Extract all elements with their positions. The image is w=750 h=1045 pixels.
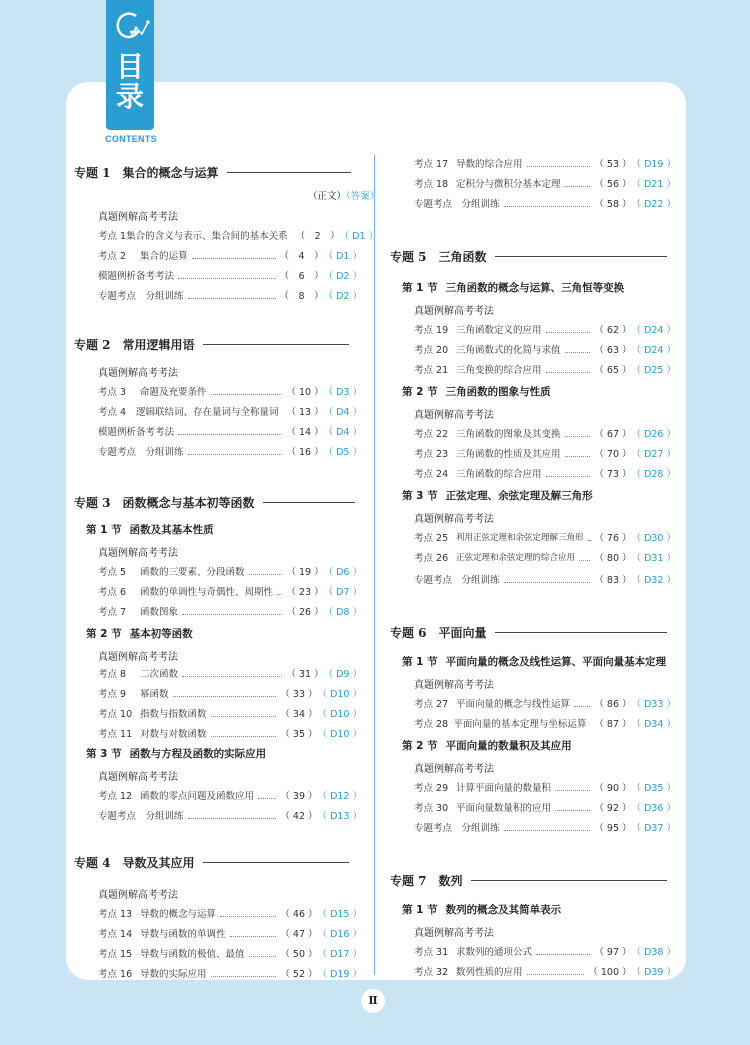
topic-3-heading[interactable]: 专题 3 函数概念与基本初等函数 [74, 494, 362, 511]
column-divider [374, 155, 375, 975]
toc-entry[interactable]: 专题考点 分组训练 （ 8 ） （ D2 ） [98, 291, 362, 302]
topic-1-heading[interactable]: 专题 1 集合的概念与运算 [74, 164, 362, 181]
section-heading[interactable]: 第 1 节 三角函数的概念与运算、三角恒等变换 [402, 282, 625, 294]
toc-entry[interactable]: 考点 15 导数与函数的极值、最值 （ 50 ） （ D17 ） [98, 949, 362, 960]
toc-entry[interactable]: 考点 2 集合的运算 （ 4 ） （ D1 ） [98, 251, 362, 262]
column-note: （正文）（答案） [308, 191, 380, 202]
toc-entry[interactable]: 专题考点 分组训练 （ 83 ） （ D32 ） [414, 575, 676, 586]
toc-entry[interactable]: 考点 12 函数的零点问题及函数应用 （ 39 ） （ D12 ） [98, 791, 362, 802]
toc-entry[interactable]: 考点 13 导数的概念与运算 （ 46 ） （ D15 ） [98, 909, 362, 920]
page-number: Ⅱ [361, 989, 385, 1013]
subsection-label: 真题例解高考考法 [98, 772, 178, 783]
subsection-label: 真题例解高考考法 [414, 680, 494, 691]
subsection-label: 真题例解高考考法 [414, 764, 494, 775]
subsection-label: 真题例解高考考法 [98, 212, 178, 223]
toc-entry[interactable]: 考点 9 幂函数 （ 33 ） （ D10 ） [98, 689, 362, 700]
toc-entry[interactable]: 考点 17 导数的综合应用 （ 53 ） （ D19 ） [414, 159, 676, 170]
toc-entry[interactable]: 考点 21 三角变换的综合应用 （ 65 ） （ D25 ） [414, 365, 676, 376]
toc-entry[interactable]: 考点 22 三角函数的图象及其变换 （ 67 ） （ D26 ） [414, 429, 676, 440]
toc-entry[interactable]: 考点 10 指数与指数函数 （ 34 ） （ D10 ） [98, 709, 362, 720]
topic-2-heading[interactable]: 专题 2 常用逻辑用语 [74, 336, 362, 353]
toc-entry[interactable]: 考点 26 正弦定理和余弦定理的综合应用 （ 80 ） （ D31 ） [414, 553, 676, 564]
toc-entry[interactable]: 模题例析备考考法 （ 6 ） （ D2 ） [98, 271, 362, 282]
topic-7-heading[interactable]: 专题 7 数列 [390, 872, 676, 889]
toc-entry[interactable]: 考点 27 平面向量的概念与线性运算 （ 86 ） （ D33 ） [414, 699, 676, 710]
section-heading[interactable]: 第 2 节 基本初等函数 [86, 628, 193, 640]
contents-label: CONTENTS [105, 134, 157, 144]
toc-entry[interactable]: 考点 3 命题及充要条件 （ 10 ） （ D3 ） [98, 387, 362, 398]
toc-entry[interactable]: 考点 5 函数的三要素、分段函数 （ 19 ） （ D6 ） [98, 567, 362, 578]
subsection-label: 真题例解高考考法 [98, 368, 178, 379]
subsection-label: 真题例解高考考法 [98, 890, 178, 901]
toc-entry[interactable]: 考点 19 三角函数定义的应用 （ 62 ） （ D24 ） [414, 325, 676, 336]
section-heading[interactable]: 第 1 节 函数及其基本性质 [86, 524, 214, 536]
section-heading[interactable]: 第 2 节 平面向量的数量积及其应用 [402, 740, 572, 752]
g-logo-icon [110, 8, 150, 48]
toc-entry[interactable]: 专题考点 分组训练 （ 42 ） （ D13 ） [98, 811, 362, 822]
toc-entry[interactable]: 考点 28 平面向量的基本定理与坐标运算 （ 87 ） （ D34 ） [414, 719, 676, 730]
subsection-label: 真题例解高考考法 [414, 306, 494, 317]
toc-entry[interactable]: 考点 32 数列性质的应用 （ 100 ） （ D39 ） [414, 967, 676, 978]
topic-4-heading[interactable]: 专题 4 导数及其应用 [74, 854, 362, 871]
subsection-label: 真题例解高考考法 [98, 652, 178, 663]
toc-entry[interactable]: 考点 25 利用正弦定理和余弦定理解三角形 （ 76 ） （ D30 ） [414, 533, 676, 544]
toc-entry[interactable]: 考点 11 对数与对数函数 （ 35 ） （ D10 ） [98, 729, 362, 740]
toc-entry[interactable]: 考点 18 定积分与微积分基本定理 （ 56 ） （ D21 ） [414, 179, 676, 190]
toc-entry[interactable]: 考点 16 导数的实际应用 （ 52 ） （ D19 ） [98, 969, 362, 980]
toc-entry[interactable]: 考点 14 导数与函数的单调性 （ 47 ） （ D16 ） [98, 929, 362, 940]
subsection-label: 真题例解高考考法 [98, 548, 178, 559]
toc-entry[interactable]: 专题考点 分组训练 （ 95 ） （ D37 ） [414, 823, 676, 834]
toc-entry[interactable]: 考点 8 二次函数 （ 31 ） （ D9 ） [98, 669, 362, 680]
toc-entry[interactable]: 考点 6 函数的单调性与奇偶性、周期性 （ 23 ） （ D7 ） [98, 587, 362, 598]
subsection-label: 真题例解高考考法 [414, 514, 494, 525]
section-heading[interactable]: 第 3 节 正弦定理、余弦定理及解三角形 [402, 490, 593, 502]
toc-entry[interactable]: 考点 7 函数图象 （ 26 ） （ D8 ） [98, 607, 362, 618]
toc-entry[interactable]: 专题考点 分组训练 （ 58 ） （ D22 ） [414, 199, 676, 210]
toc-entry[interactable]: 考点 23 三角函数的性质及其应用 （ 70 ） （ D27 ） [414, 449, 676, 460]
toc-entry[interactable]: 考点 4 逻辑联结词、存在量词与全称量词 （ 13 ） （ D4 ） [98, 407, 362, 418]
topic-6-heading[interactable]: 专题 6 平面向量 [390, 624, 676, 641]
toc-entry[interactable]: 考点 29 计算平面向量的数量积 （ 90 ） （ D35 ） [414, 783, 676, 794]
subsection-label: 真题例解高考考法 [414, 410, 494, 421]
subsection-label: 真题例解高考考法 [414, 928, 494, 939]
section-heading[interactable]: 第 1 节 数列的概念及其简单表示 [402, 904, 562, 916]
section-heading[interactable]: 第 1 节 平面向量的概念及线性运算、平面向量基本定理 [402, 656, 667, 668]
toc-entry[interactable]: 专题考点 分组训练 （ 16 ） （ D5 ） [98, 447, 362, 458]
header-badge [106, 0, 154, 130]
section-heading[interactable]: 第 2 节 三角函数的图象与性质 [402, 386, 551, 398]
toc-entry[interactable]: 考点 24 三角函数的综合应用 （ 73 ） （ D28 ） [414, 469, 676, 480]
toc-entry[interactable]: 考点 31 求数列的通项公式 （ 97 ） （ D38 ） [414, 947, 676, 958]
toc-entry[interactable]: 模题例析备考考法 （ 14 ） （ D4 ） [98, 427, 362, 438]
toc-entry[interactable]: 考点 1 集合的含义与表示、集合间的基本关系 （ 2 ） （ D1 ） [98, 231, 379, 242]
toc-entry[interactable]: 考点 30 平面向量数量积的应用 （ 92 ） （ D36 ） [414, 803, 676, 814]
page-title: 目录 [115, 50, 144, 113]
section-heading[interactable]: 第 3 节 函数与方程及函数的实际应用 [86, 748, 267, 760]
toc-entry[interactable]: 考点 20 三角函数式的化简与求值 （ 63 ） （ D24 ） [414, 345, 676, 356]
topic-5-heading[interactable]: 专题 5 三角函数 [390, 248, 676, 265]
